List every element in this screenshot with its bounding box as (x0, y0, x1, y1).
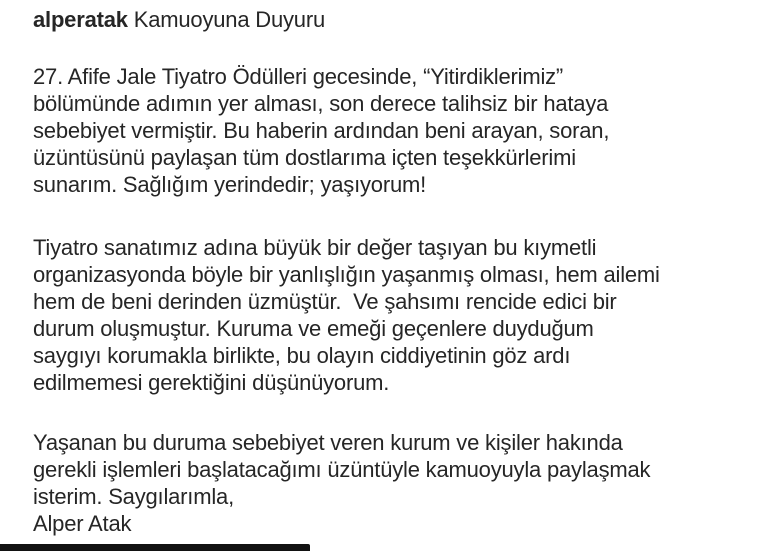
caption-line: üzüntüsünü paylaşan tüm dostlarıma içten teşekkürlerimi (33, 145, 576, 170)
caption-line: isterim. Saygılarımla, (33, 484, 234, 509)
caption-paragraph-1 (33, 63, 740, 198)
caption-line: sunarım. Sağlığım yerindedir; yaşıyorum! (33, 172, 427, 197)
caption-line: Tiyatro sanatımız adına büyük bir değer taşıyan bu kıymetli (33, 235, 597, 260)
caption-line: sebebiyet vermiştir. Bu haberin ardından beni arayan, soran, (33, 118, 610, 143)
caption-line: bölümünde adımın yer alması, son derece talihsiz bir hataya (33, 91, 609, 116)
caption-line: hem de beni derinden üzmüştür. Ve şahsımı rencide edici bir (33, 289, 617, 314)
caption-paragraph-3 (33, 429, 740, 537)
caption-line: gerekli işlemleri başlatacağımı üzüntüyle kamuoyuyla paylaşmak (33, 457, 651, 482)
signature-line: Alper Atak (33, 511, 132, 536)
caption-line: Yaşanan bu duruma sebebiyet veren kurum ve kişiler hakında (33, 430, 623, 455)
next-media-top-edge (0, 544, 310, 551)
caption-header (33, 6, 740, 33)
caption-line: edilmemesi gerektiğini düşünüyorum. (33, 370, 390, 395)
caption-paragraph-2 (33, 234, 740, 396)
caption-title: Kamuoyuna Duyuru (133, 7, 325, 32)
caption-line: 27. Afife Jale Tiyatro Ödülleri gecesinde, “Yitirdiklerimiz” (33, 64, 564, 89)
caption-line: organizasyonda böyle bir yanlışlığın yaşanmış olması, hem ailemi (33, 262, 660, 287)
username-link[interactable]: alperatak (33, 7, 128, 32)
caption-line: durum oluşmuştur. Kuruma ve emeği geçenlere duyduğum (33, 316, 594, 341)
caption-line: saygıyı korumakla birlikte, bu olayın ciddiyetinin göz ardı (33, 343, 571, 368)
